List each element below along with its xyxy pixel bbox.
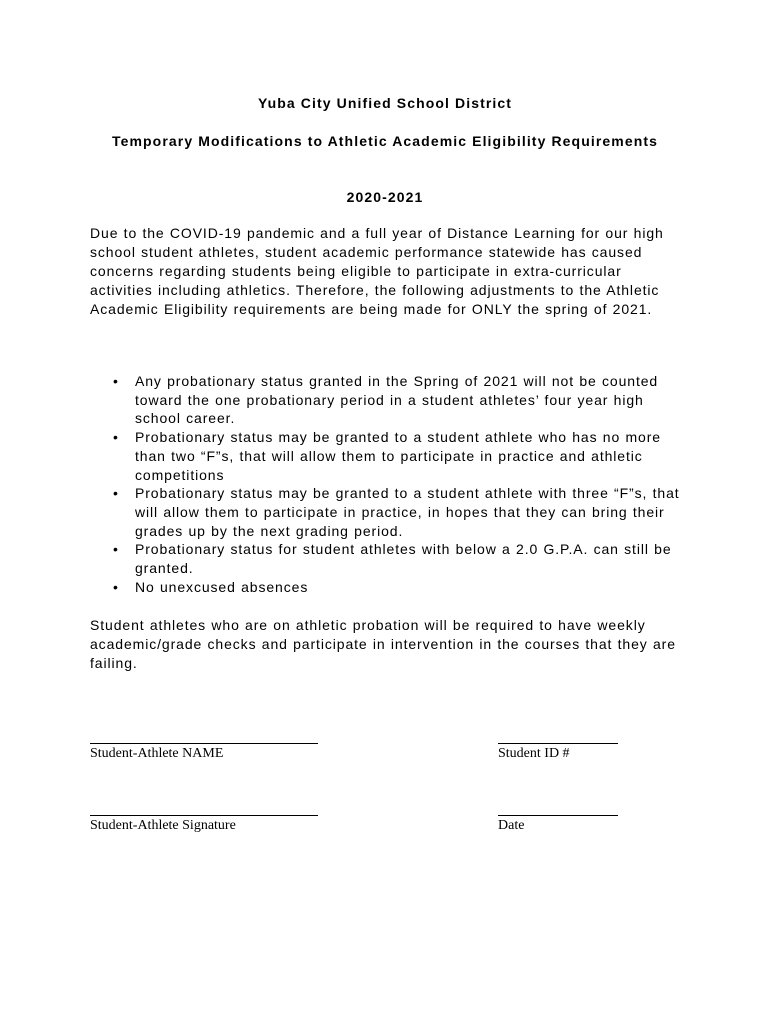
district-title: Yuba City Unified School District xyxy=(257,95,513,111)
list-item xyxy=(90,540,682,577)
eligibility-list xyxy=(90,372,682,596)
list-item xyxy=(90,428,682,484)
school-year: 2020-2021 xyxy=(346,189,424,205)
signature-field-label: Student-Athlete Signature xyxy=(90,818,236,833)
list-item-text: No unexcused absences xyxy=(135,578,309,595)
bullet-icon: • xyxy=(113,429,119,446)
bullet-icon: • xyxy=(113,578,119,595)
bullet-icon: • xyxy=(113,541,119,558)
intro-paragraph: Due to the COVID-19 pandemic and a full year of Distance Learning for our high school student athletes, student academic performance statewide has caused concerns regarding students being eligible to participate in extra-curricular activities including athletics. Therefore, the following adjustments to the Athletic Academic Eligibility requirements are being made for ONLY the spring of 2021. xyxy=(90,225,664,317)
document-subtitle: Temporary Modifications to Athletic Academic Eligibility Requirements xyxy=(111,133,659,149)
list-item-text: Probationary status may be granted to a student athlete with three “F”s, that will allow them to participate in practice, in hopes that they can bring their grades up by the next grading period. xyxy=(135,485,680,539)
list-item-text: Any probationary status granted in the Spring of 2021 will not be counted toward the one probationary period in a student athletes’ four year high school career. xyxy=(135,373,659,427)
list-item xyxy=(90,372,682,428)
closing-paragraph: Student athletes who are on athletic probation will be required to have weekly academic/grade checks and participate in intervention in the courses that they are failing. xyxy=(90,617,676,671)
name-field[interactable] xyxy=(90,743,318,744)
list-item xyxy=(90,578,682,597)
signature-field[interactable] xyxy=(90,815,318,816)
student-id-field-label: Student ID # xyxy=(498,746,570,761)
list-item xyxy=(90,484,682,540)
name-field-label: Student-Athlete NAME xyxy=(90,746,224,761)
student-id-field[interactable] xyxy=(498,743,618,744)
list-item-text: Probationary status may be granted to a student athlete who has no more than two “F”s, that will allow them to participate in practice and athletic competitions xyxy=(135,429,661,483)
date-field-label: Date xyxy=(498,818,525,833)
bullet-icon: • xyxy=(113,485,119,502)
date-field[interactable] xyxy=(498,815,618,816)
list-item-text: Probationary status for student athletes with below a 2.0 G.P.A. can still be granted. xyxy=(135,541,672,577)
bullet-icon: • xyxy=(113,373,119,389)
